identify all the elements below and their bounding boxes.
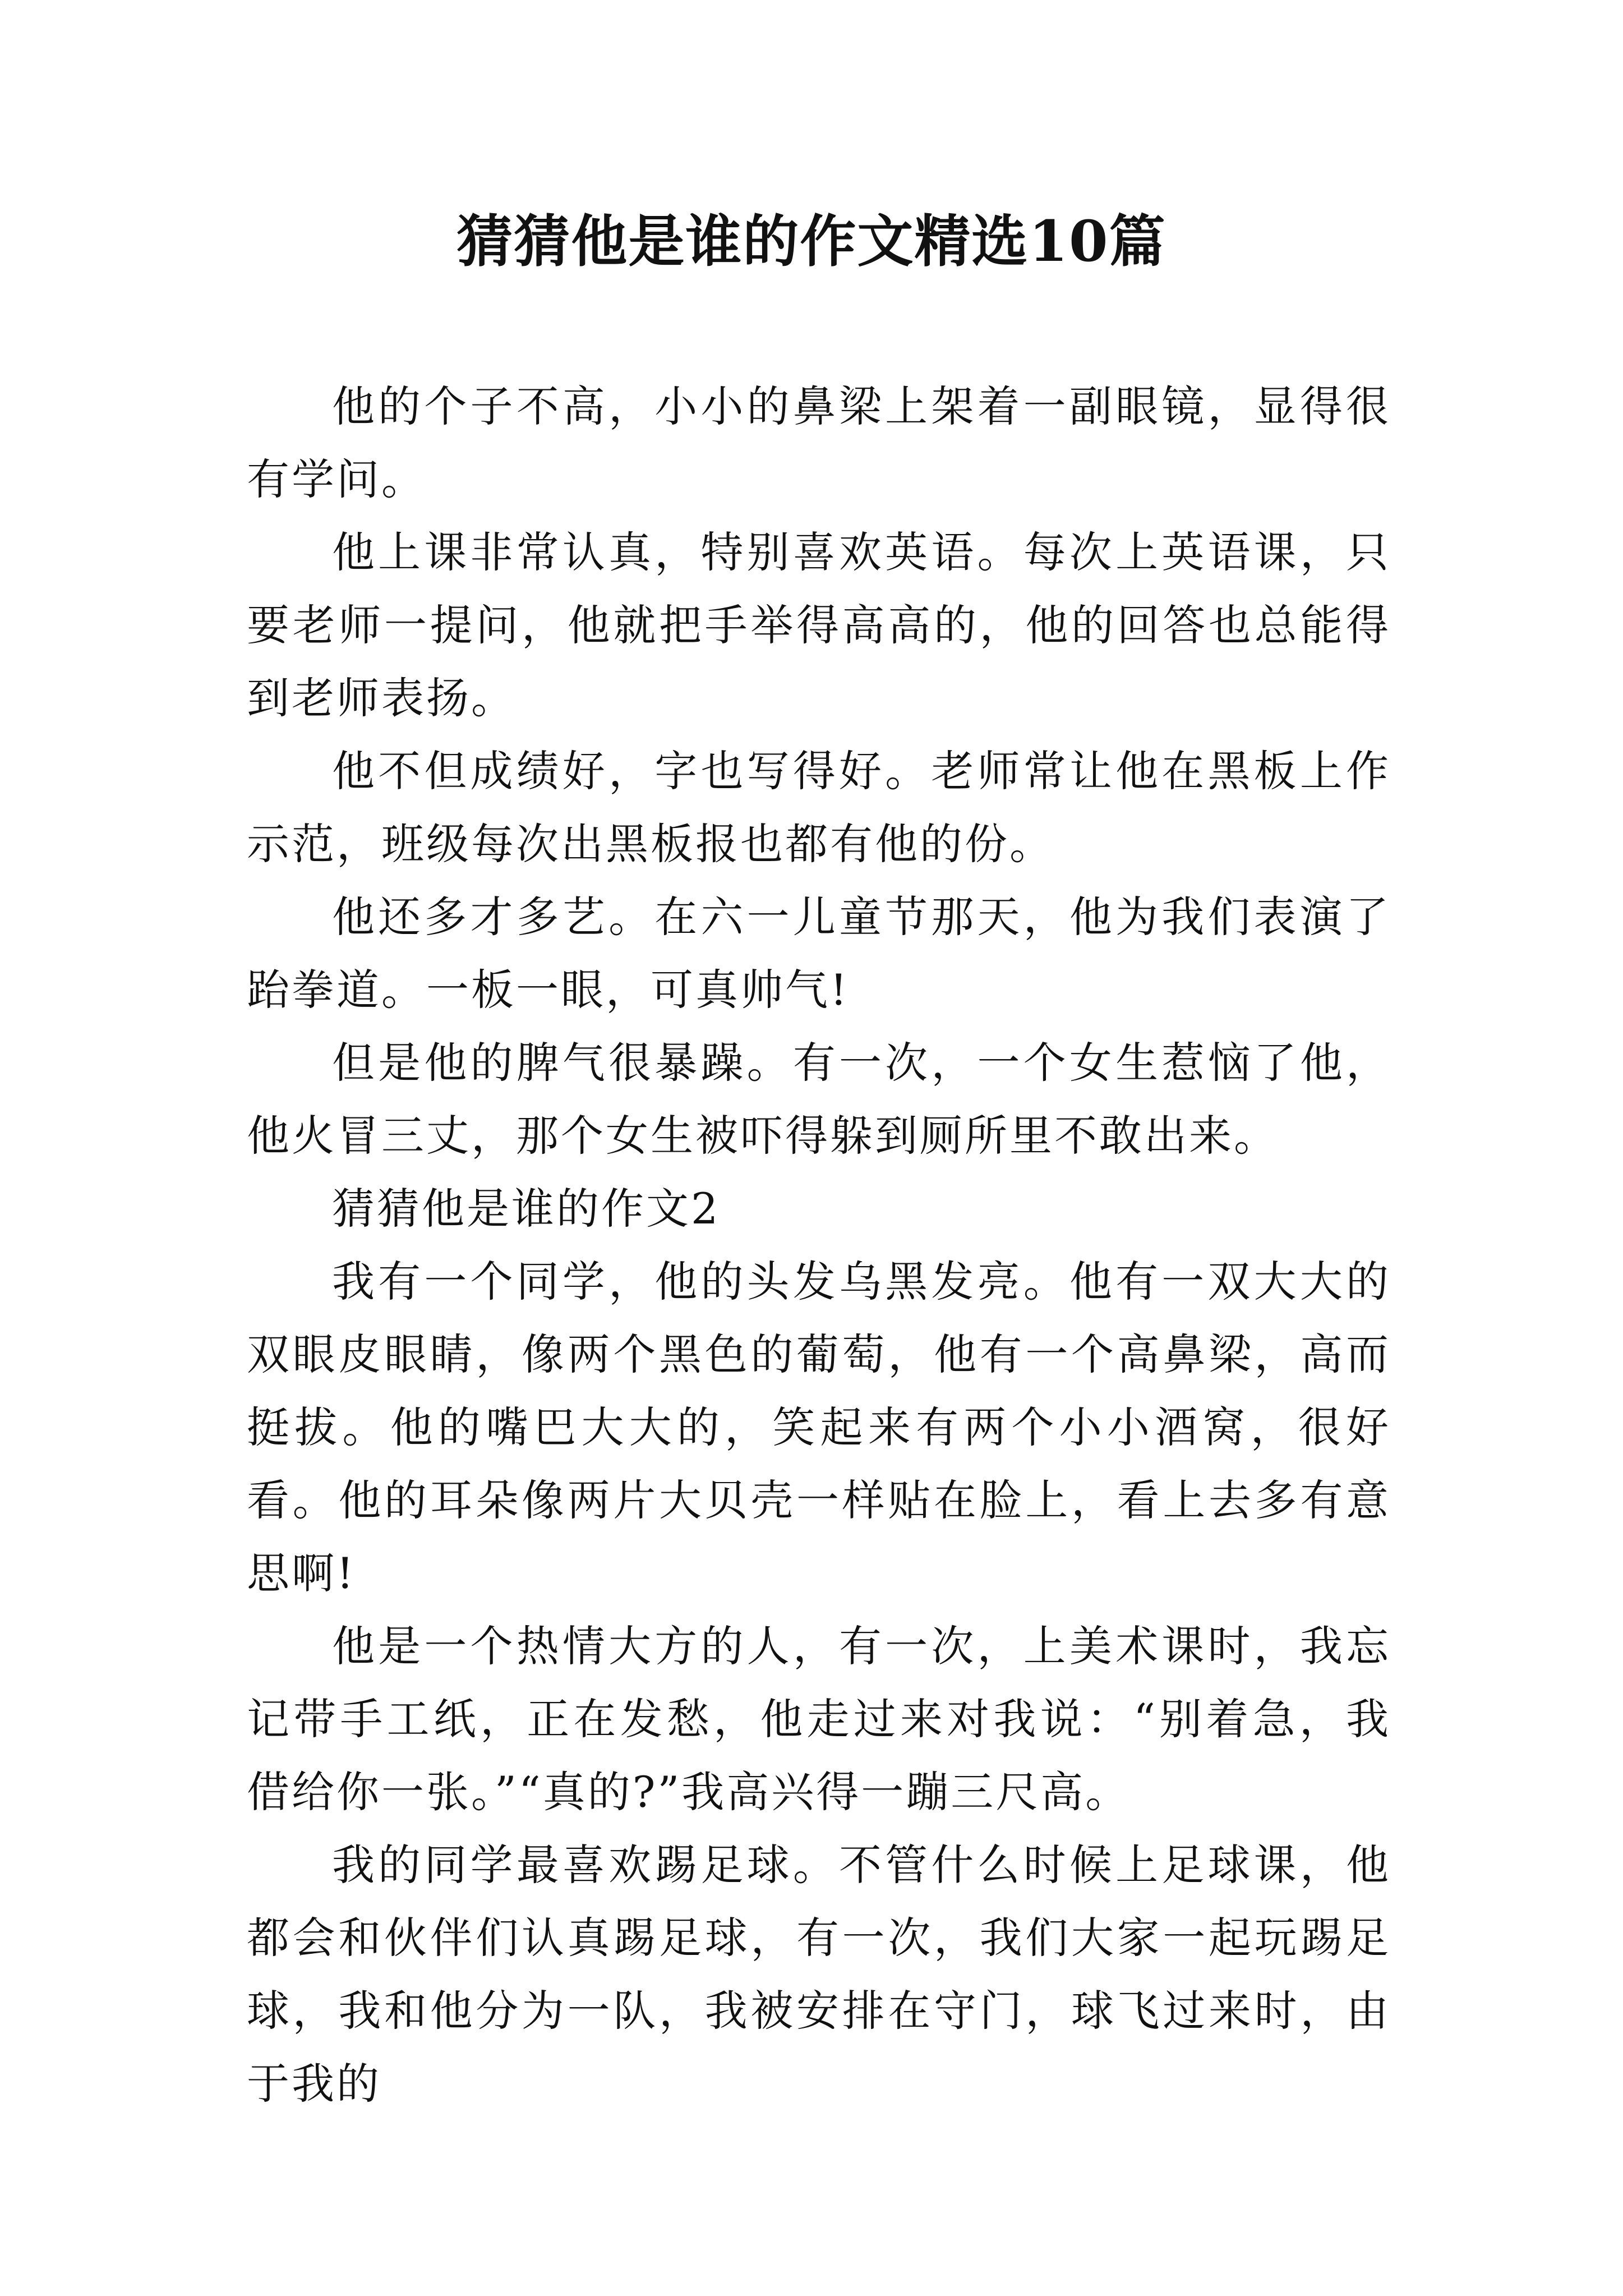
paragraph: 我的同学最喜欢踢足球。不管什么时候上足球课，他都会和伙伴们认真踢足球，有一次，我们大家一起玩踢足球，我和他分为一队，我被安排在守门，球飞过来时，由于我的	[247, 1840, 1391, 2109]
paragraph: 但是他的脾气很暴躁。有一次，一个女生惹恼了他，他火冒三丈，那个女生被吓得躲到厕所里不敢出来。	[247, 1038, 1391, 1161]
paragraph: 他是一个热情大方的人，有一次，上美术课时，我忘记带手工纸，正在发愁，他走过来对我说：“别着急，我借给你一张。”“真的?”我高兴得一蹦三尺高。	[247, 1621, 1391, 1817]
section-heading: 猜猜他是谁的作文2	[332, 1184, 721, 1234]
paragraph: 他不但成绩好，字也写得好。老师常让他在黑板上作示范，班级每次出黑板报也都有他的份。	[247, 746, 1391, 869]
paragraph: 他的个子不高，小小的鼻梁上架着一副眼镜，显得很有学问。	[247, 381, 1391, 504]
paragraph: 我有一个同学，他的头发乌黑发亮。他有一双大大的双眼皮眼睛，像两个黑色的葡萄，他有一个高鼻梁，高而挺拔。他的嘴巴大大的，笑起来有两个小小酒窝，很好看。他的耳朵像两片大贝壳一样贴在脸上，看上去多有意思啊!	[247, 1257, 1391, 1598]
document-body	[247, 370, 1391, 2120]
paragraph: 他还多才多艺。在六一儿童节那天，他为我们表演了跆拳道。一板一眼，可真帅气!	[247, 892, 1391, 1015]
document-title: 猜猜他是谁的作文精选10篇	[457, 208, 1166, 274]
paragraph: 他上课非常认真，特别喜欢英语。每次上英语课，只要老师一提问，他就把手举得高高的，他的回答也总能得到老师表扬。	[247, 527, 1391, 723]
